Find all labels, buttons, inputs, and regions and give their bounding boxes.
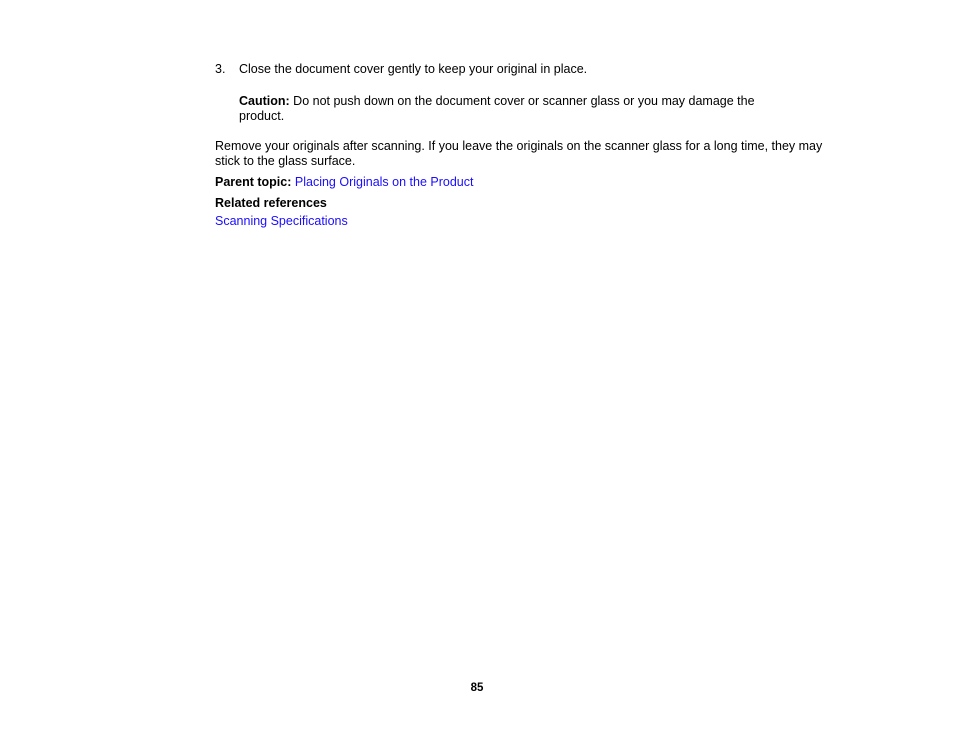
scanning-specifications-link[interactable]: Scanning Specifications: [215, 214, 348, 228]
body-paragraph: Remove your originals after scanning. If you leave the originals on the scanner glass for a long time, they may stick to the glass surface.: [215, 139, 823, 168]
parent-topic-link[interactable]: Placing Originals on the Product: [294, 175, 474, 189]
page-number: 85: [470, 682, 484, 694]
related-reference-item: [215, 214, 348, 229]
step-text: Close the document cover gently to keep your original in place.: [239, 62, 588, 76]
step-number: 3.: [215, 62, 226, 76]
caution-note: [239, 94, 799, 124]
caution-label: Caution:: [239, 94, 290, 108]
parent-topic: [215, 175, 473, 190]
parent-topic-label: Parent topic:: [215, 175, 292, 189]
related-references-heading: Related references: [215, 196, 327, 210]
caution-text: Do not push down on the document cover or scanner glass or you may damage the product.: [239, 94, 755, 123]
